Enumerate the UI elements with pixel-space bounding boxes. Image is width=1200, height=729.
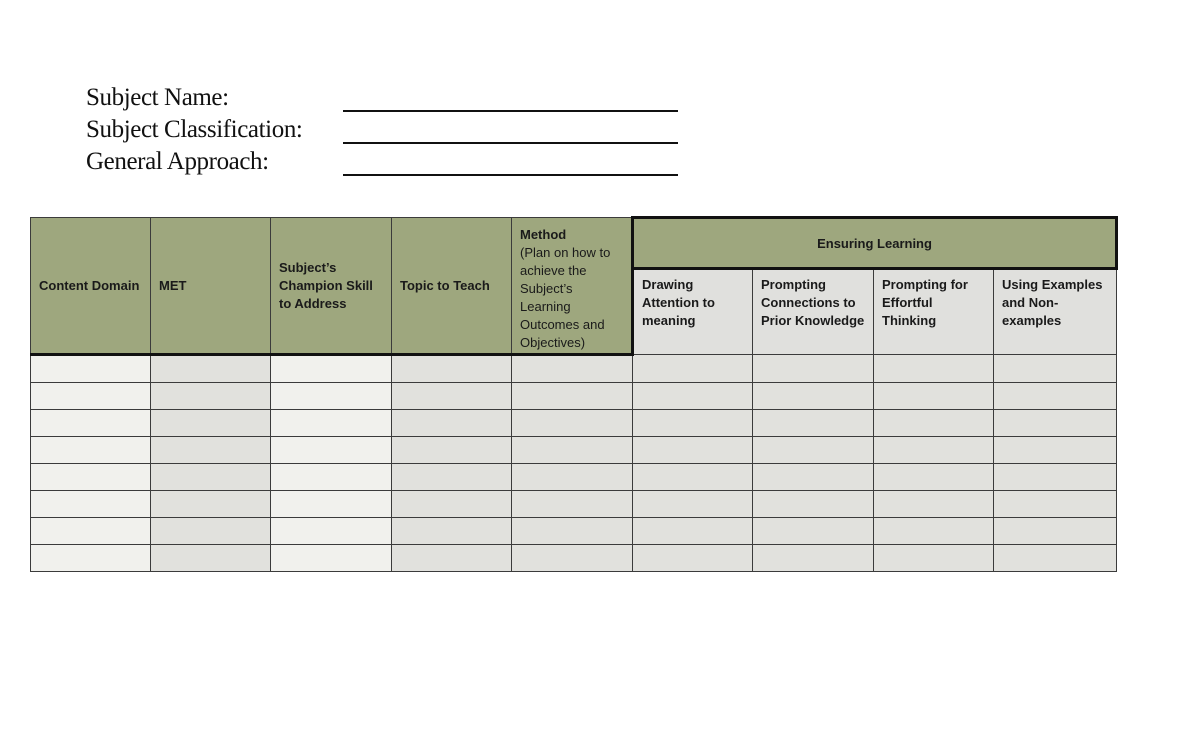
table-cell[interactable] [874, 518, 994, 545]
table-row [31, 491, 1117, 518]
table-cell[interactable] [633, 545, 753, 572]
table-cell[interactable] [633, 464, 753, 491]
header-ensuring-learning: Ensuring Learning [633, 218, 1117, 269]
table-cell[interactable] [874, 355, 994, 383]
table-cell[interactable] [874, 491, 994, 518]
table-cell[interactable] [874, 383, 994, 410]
table-row [31, 518, 1117, 545]
subject-name-label: Subject Name: [86, 84, 229, 111]
table-cell[interactable] [753, 464, 874, 491]
table-cell[interactable] [151, 518, 271, 545]
table-cell[interactable] [512, 545, 633, 572]
table-cell[interactable] [151, 491, 271, 518]
table-cell[interactable] [31, 355, 151, 383]
table-cell[interactable] [392, 383, 512, 410]
table-cell[interactable] [151, 383, 271, 410]
table-cell[interactable] [271, 545, 392, 572]
table-cell[interactable] [753, 545, 874, 572]
table-row [31, 383, 1117, 410]
table-cell[interactable] [753, 383, 874, 410]
header-effortful-thinking: Prompting for Effortful Thinking [874, 269, 994, 355]
table-cell[interactable] [31, 410, 151, 437]
table-cell[interactable] [271, 437, 392, 464]
lesson-plan-table [30, 216, 1118, 572]
header-met: MET [151, 218, 271, 355]
table-cell[interactable] [633, 437, 753, 464]
table-cell[interactable] [271, 383, 392, 410]
header-content-domain: Content Domain [31, 218, 151, 355]
general-approach-field [86, 148, 686, 180]
table-cell[interactable] [753, 410, 874, 437]
table-cell[interactable] [271, 491, 392, 518]
table-cell[interactable] [392, 464, 512, 491]
table-row [31, 545, 1117, 572]
table-cell[interactable] [271, 518, 392, 545]
table-cell[interactable] [874, 437, 994, 464]
general-approach-label: General Approach: [86, 148, 269, 175]
table-cell[interactable] [753, 518, 874, 545]
table-cell[interactable] [151, 355, 271, 383]
table-cell[interactable] [31, 545, 151, 572]
table-row [31, 437, 1117, 464]
form-fields [86, 84, 686, 180]
header-topic-to-teach: Topic to Teach [392, 218, 512, 355]
header-examples-non-examples: Using Examples and Non-examples [994, 269, 1117, 355]
table-cell[interactable] [512, 464, 633, 491]
table-cell[interactable] [31, 518, 151, 545]
table-cell[interactable] [633, 518, 753, 545]
table-cell[interactable] [512, 518, 633, 545]
table-cell[interactable] [994, 437, 1117, 464]
general-approach-input-line[interactable] [343, 174, 678, 176]
table-cell[interactable] [874, 410, 994, 437]
table-cell[interactable] [392, 355, 512, 383]
table-cell[interactable] [512, 491, 633, 518]
table-cell[interactable] [874, 464, 994, 491]
table-cell[interactable] [512, 437, 633, 464]
table-cell[interactable] [392, 437, 512, 464]
table-cell[interactable] [31, 491, 151, 518]
table-cell[interactable] [633, 383, 753, 410]
subject-classification-input-line[interactable] [343, 142, 678, 144]
table-cell[interactable] [753, 437, 874, 464]
header-prompting-connections: Prompting Connections to Prior Knowledge [753, 269, 874, 355]
table-cell[interactable] [392, 410, 512, 437]
table-cell[interactable] [151, 464, 271, 491]
table-cell[interactable] [392, 491, 512, 518]
table-cell[interactable] [633, 491, 753, 518]
table-cell[interactable] [271, 355, 392, 383]
header-champion-skill: Subject’s Champion Skill to Address [271, 218, 392, 355]
table-cell[interactable] [994, 464, 1117, 491]
header-drawing-attention: Drawing Attention to meaning [633, 269, 753, 355]
table-cell[interactable] [31, 464, 151, 491]
table-cell[interactable] [874, 545, 994, 572]
subject-classification-label: Subject Classification: [86, 116, 303, 143]
header-method-description: (Plan on how to achieve the Subject’s Learning Outcomes and Objectives) [520, 245, 611, 350]
header-method [512, 218, 633, 355]
table-cell[interactable] [392, 545, 512, 572]
table-cell[interactable] [31, 383, 151, 410]
table-cell[interactable] [392, 518, 512, 545]
table-cell[interactable] [151, 437, 271, 464]
table-cell[interactable] [512, 383, 633, 410]
table-row [31, 355, 1117, 383]
table-cell[interactable] [151, 410, 271, 437]
table-cell[interactable] [151, 545, 271, 572]
table-cell[interactable] [994, 545, 1117, 572]
table-cell[interactable] [994, 383, 1117, 410]
table-row [31, 464, 1117, 491]
table-cell[interactable] [512, 355, 633, 383]
table-cell[interactable] [271, 410, 392, 437]
subject-name-input-line[interactable] [343, 110, 678, 112]
table-cell[interactable] [753, 355, 874, 383]
table-cell[interactable] [994, 355, 1117, 383]
table-cell[interactable] [633, 410, 753, 437]
subject-name-field [86, 84, 686, 116]
table-cell[interactable] [512, 410, 633, 437]
table-cell[interactable] [994, 491, 1117, 518]
table-cell[interactable] [753, 491, 874, 518]
table-row [31, 410, 1117, 437]
table-cell[interactable] [633, 355, 753, 383]
table-body [31, 355, 1117, 572]
table-cell[interactable] [31, 437, 151, 464]
subject-classification-field [86, 116, 686, 148]
table-cell[interactable] [994, 410, 1117, 437]
header-method-title: Method [520, 227, 567, 242]
table-cell[interactable] [271, 464, 392, 491]
table-cell[interactable] [994, 518, 1117, 545]
